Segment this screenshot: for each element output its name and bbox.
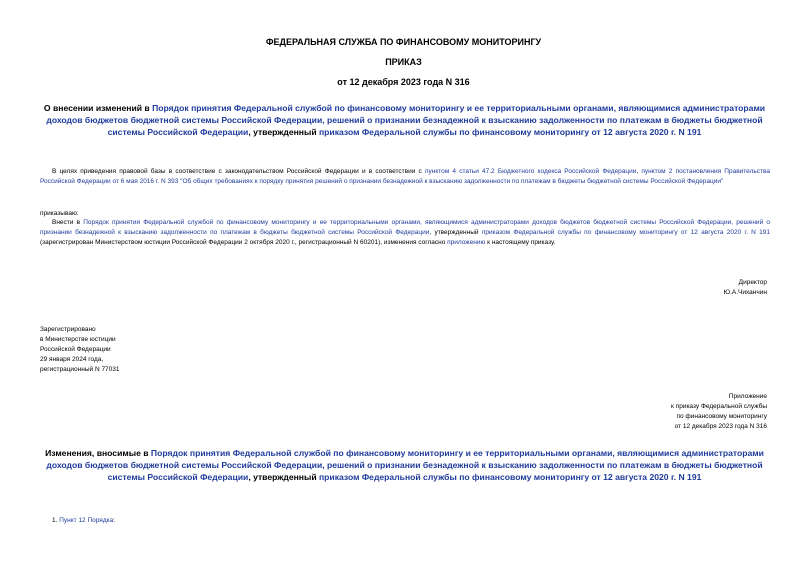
appendix-line: Приложение xyxy=(728,393,767,400)
document-date-number: от 12 декабря 2023 года N 316 xyxy=(337,77,470,87)
agency-name: ФЕДЕРАЛЬНАЯ СЛУЖБА ПО ФИНАНСОВОМУ МОНИТОРИНГУ xyxy=(265,37,542,47)
government-resolution-link[interactable]: пунктом 2 постановления Правительства Российской Федерации от 6 мая 2016 г. N 393 "Об общих требованиях к порядку принятия решений о признании безнадежной к взысканию задолженности по платежам в бюджеты бюджетной системы Российской Федерации" xyxy=(40,168,770,185)
title-order-link[interactable]: приказом Федеральной службы по финансовому мониторингу от 12 августа 2020 г. N 191 xyxy=(318,127,702,137)
registration-line: Российской Федерации xyxy=(40,346,111,353)
changes-procedure-link[interactable]: Порядок принятия Федеральной службой по финансовому мониторингу и ее территориальными органами, являющимися администраторами доходов бюджетов бюджетной системы Российской Федерации, решений о признании безнадежной к взысканию задолженности по платежам в бюджеты бюджетной системы Российской Федерации xyxy=(46,448,764,482)
change-item-1 xyxy=(52,517,115,524)
registration-line: Зарегистрировано xyxy=(40,326,96,333)
registration-line: в Министерстве юстиции xyxy=(40,336,116,343)
document-type: ПРИКАЗ xyxy=(385,57,422,67)
body-text-4: к настоящему приказу. xyxy=(485,239,556,246)
item-number: 1. xyxy=(52,517,60,524)
preamble-text: В целях приведения правовой базы в соответствие с законодательством Российской Федерации и в соответствии с xyxy=(52,168,425,175)
title-prefix: О внесении изменений в xyxy=(43,103,153,113)
changes-prefix: Изменения, вносимые в xyxy=(45,448,151,458)
body-order-link[interactable]: приказом Федеральной службы по финансовому мониторингу от 12 августа 2020 г. N 191 xyxy=(481,229,770,236)
item-12-link[interactable]: Пункт 12 Порядка xyxy=(59,517,114,524)
document-title xyxy=(38,102,771,138)
changes-order-link[interactable]: приказом Федеральной службы по финансовому мониторингу от 12 августа 2020 г. N 191 xyxy=(318,472,702,482)
body-procedure-link[interactable]: Порядок принятия Федеральной службой по финансовому мониторингу и ее территориальными органами, являющимися администраторами доходов бюджетов бюджетной системы Российской Федерации, решений о признании безнадежной к взысканию задолженности по платежам в бюджеты бюджетной системы Российской Федерации xyxy=(40,219,770,236)
appendix-line: к приказу Федеральной службы xyxy=(671,403,767,410)
body-text-3: (зарегистрирован Министерством юстиции Российской Федерации 2 октября 2020 г., регистрационный N 60201), изменения согласно xyxy=(40,239,448,246)
signature-block xyxy=(724,278,767,298)
title-middle: , утвержденный xyxy=(248,127,319,137)
preamble-paragraph xyxy=(40,167,770,187)
signer-name: Ю.А.Чиханчин xyxy=(723,289,767,296)
budget-code-link[interactable]: пунктом 4 статьи 47.2 Бюджетного кодекса Российской Федерации xyxy=(424,168,637,175)
registration-line: 29 января 2024 года, xyxy=(40,356,104,363)
changes-title xyxy=(38,447,771,483)
title-procedure-link[interactable]: Порядок принятия Федеральной службой по финансовому мониторингу и ее территориальными органами, являющимися администраторами доходов бюджетов бюджетной системы Российской Федерации, решений о признании безнадежной к взысканию задолженности по платежам в бюджеты бюджетной системы Российской Федерации xyxy=(46,103,766,137)
item-suffix: : xyxy=(113,517,116,524)
body-text-2: , утвержденный xyxy=(429,229,482,236)
appendix-line: по финансовому мониторингу xyxy=(676,413,767,420)
appendix-link[interactable]: приложению xyxy=(447,239,486,246)
order-word: приказываю: xyxy=(40,210,79,217)
appendix-line: от 12 декабря 2023 года N 316 xyxy=(674,423,767,430)
changes-middle: , утвержденный xyxy=(248,472,319,482)
body-text-1: Внести в xyxy=(52,219,84,226)
order-body-paragraph xyxy=(40,218,770,248)
preamble-sep: , xyxy=(636,168,642,175)
registration-line: регистрационный N 77031 xyxy=(40,366,120,373)
appendix-block xyxy=(671,392,767,432)
registration-block xyxy=(40,325,120,375)
signer-position: Директор xyxy=(738,279,767,286)
